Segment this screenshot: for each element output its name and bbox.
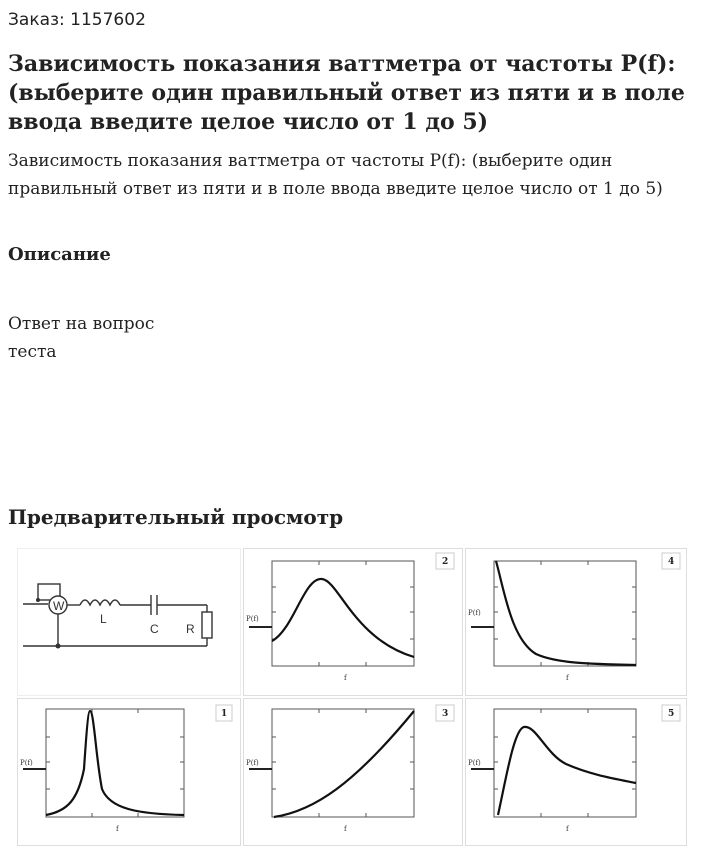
- graph-3-number: 3: [442, 709, 449, 719]
- graph-1: [17, 698, 241, 846]
- graph-3-ylabel: P(f): [246, 759, 259, 767]
- preview-heading: Предварительный просмотр: [8, 505, 344, 529]
- preview-image: [17, 548, 687, 848]
- order-number: Заказ: 1157602: [8, 10, 146, 30]
- graph-2-number: 2: [442, 557, 449, 567]
- graph-2-xlabel: f: [344, 674, 347, 682]
- graph-4-xlabel: f: [566, 674, 569, 682]
- graph-5-xlabel: f: [566, 825, 569, 833]
- graph-1-number: 1: [221, 709, 228, 719]
- description-heading: Описание: [8, 244, 111, 265]
- description-text: Зависимость показания ваттметра от частоты P(f): (выберите один правильный ответ из пяти и в поле ввода введите целое число от 1 до 5): [8, 151, 663, 199]
- graph-1-ylabel: P(f): [20, 759, 33, 767]
- graph-5: [465, 698, 687, 846]
- graph-1-xlabel: f: [116, 825, 119, 833]
- wattmeter-label: W: [53, 599, 65, 613]
- circuit-diagram: [17, 548, 241, 696]
- graph-5-number: 5: [668, 709, 675, 719]
- graph-2: [243, 548, 463, 696]
- graph-4: [465, 548, 687, 696]
- graph-3-xlabel: f: [344, 825, 347, 833]
- answer-text: Ответ на вопрос теста: [8, 314, 155, 362]
- resistor-label: R: [186, 622, 195, 636]
- capacitor-label: C: [150, 622, 159, 636]
- graph-2-ylabel: P(f): [246, 615, 259, 623]
- graph-4-number: 4: [668, 557, 675, 567]
- graph-5-ylabel: P(f): [468, 759, 481, 767]
- graph-3: [243, 698, 463, 846]
- page-title: Зависимость показания ваттметра от частоты P(f): (выберите один правильный ответ из пяти и в поле ввода введите целое число от 1 до 5): [8, 51, 685, 135]
- inductor-label: L: [100, 612, 107, 626]
- graph-4-ylabel: P(f): [468, 609, 481, 617]
